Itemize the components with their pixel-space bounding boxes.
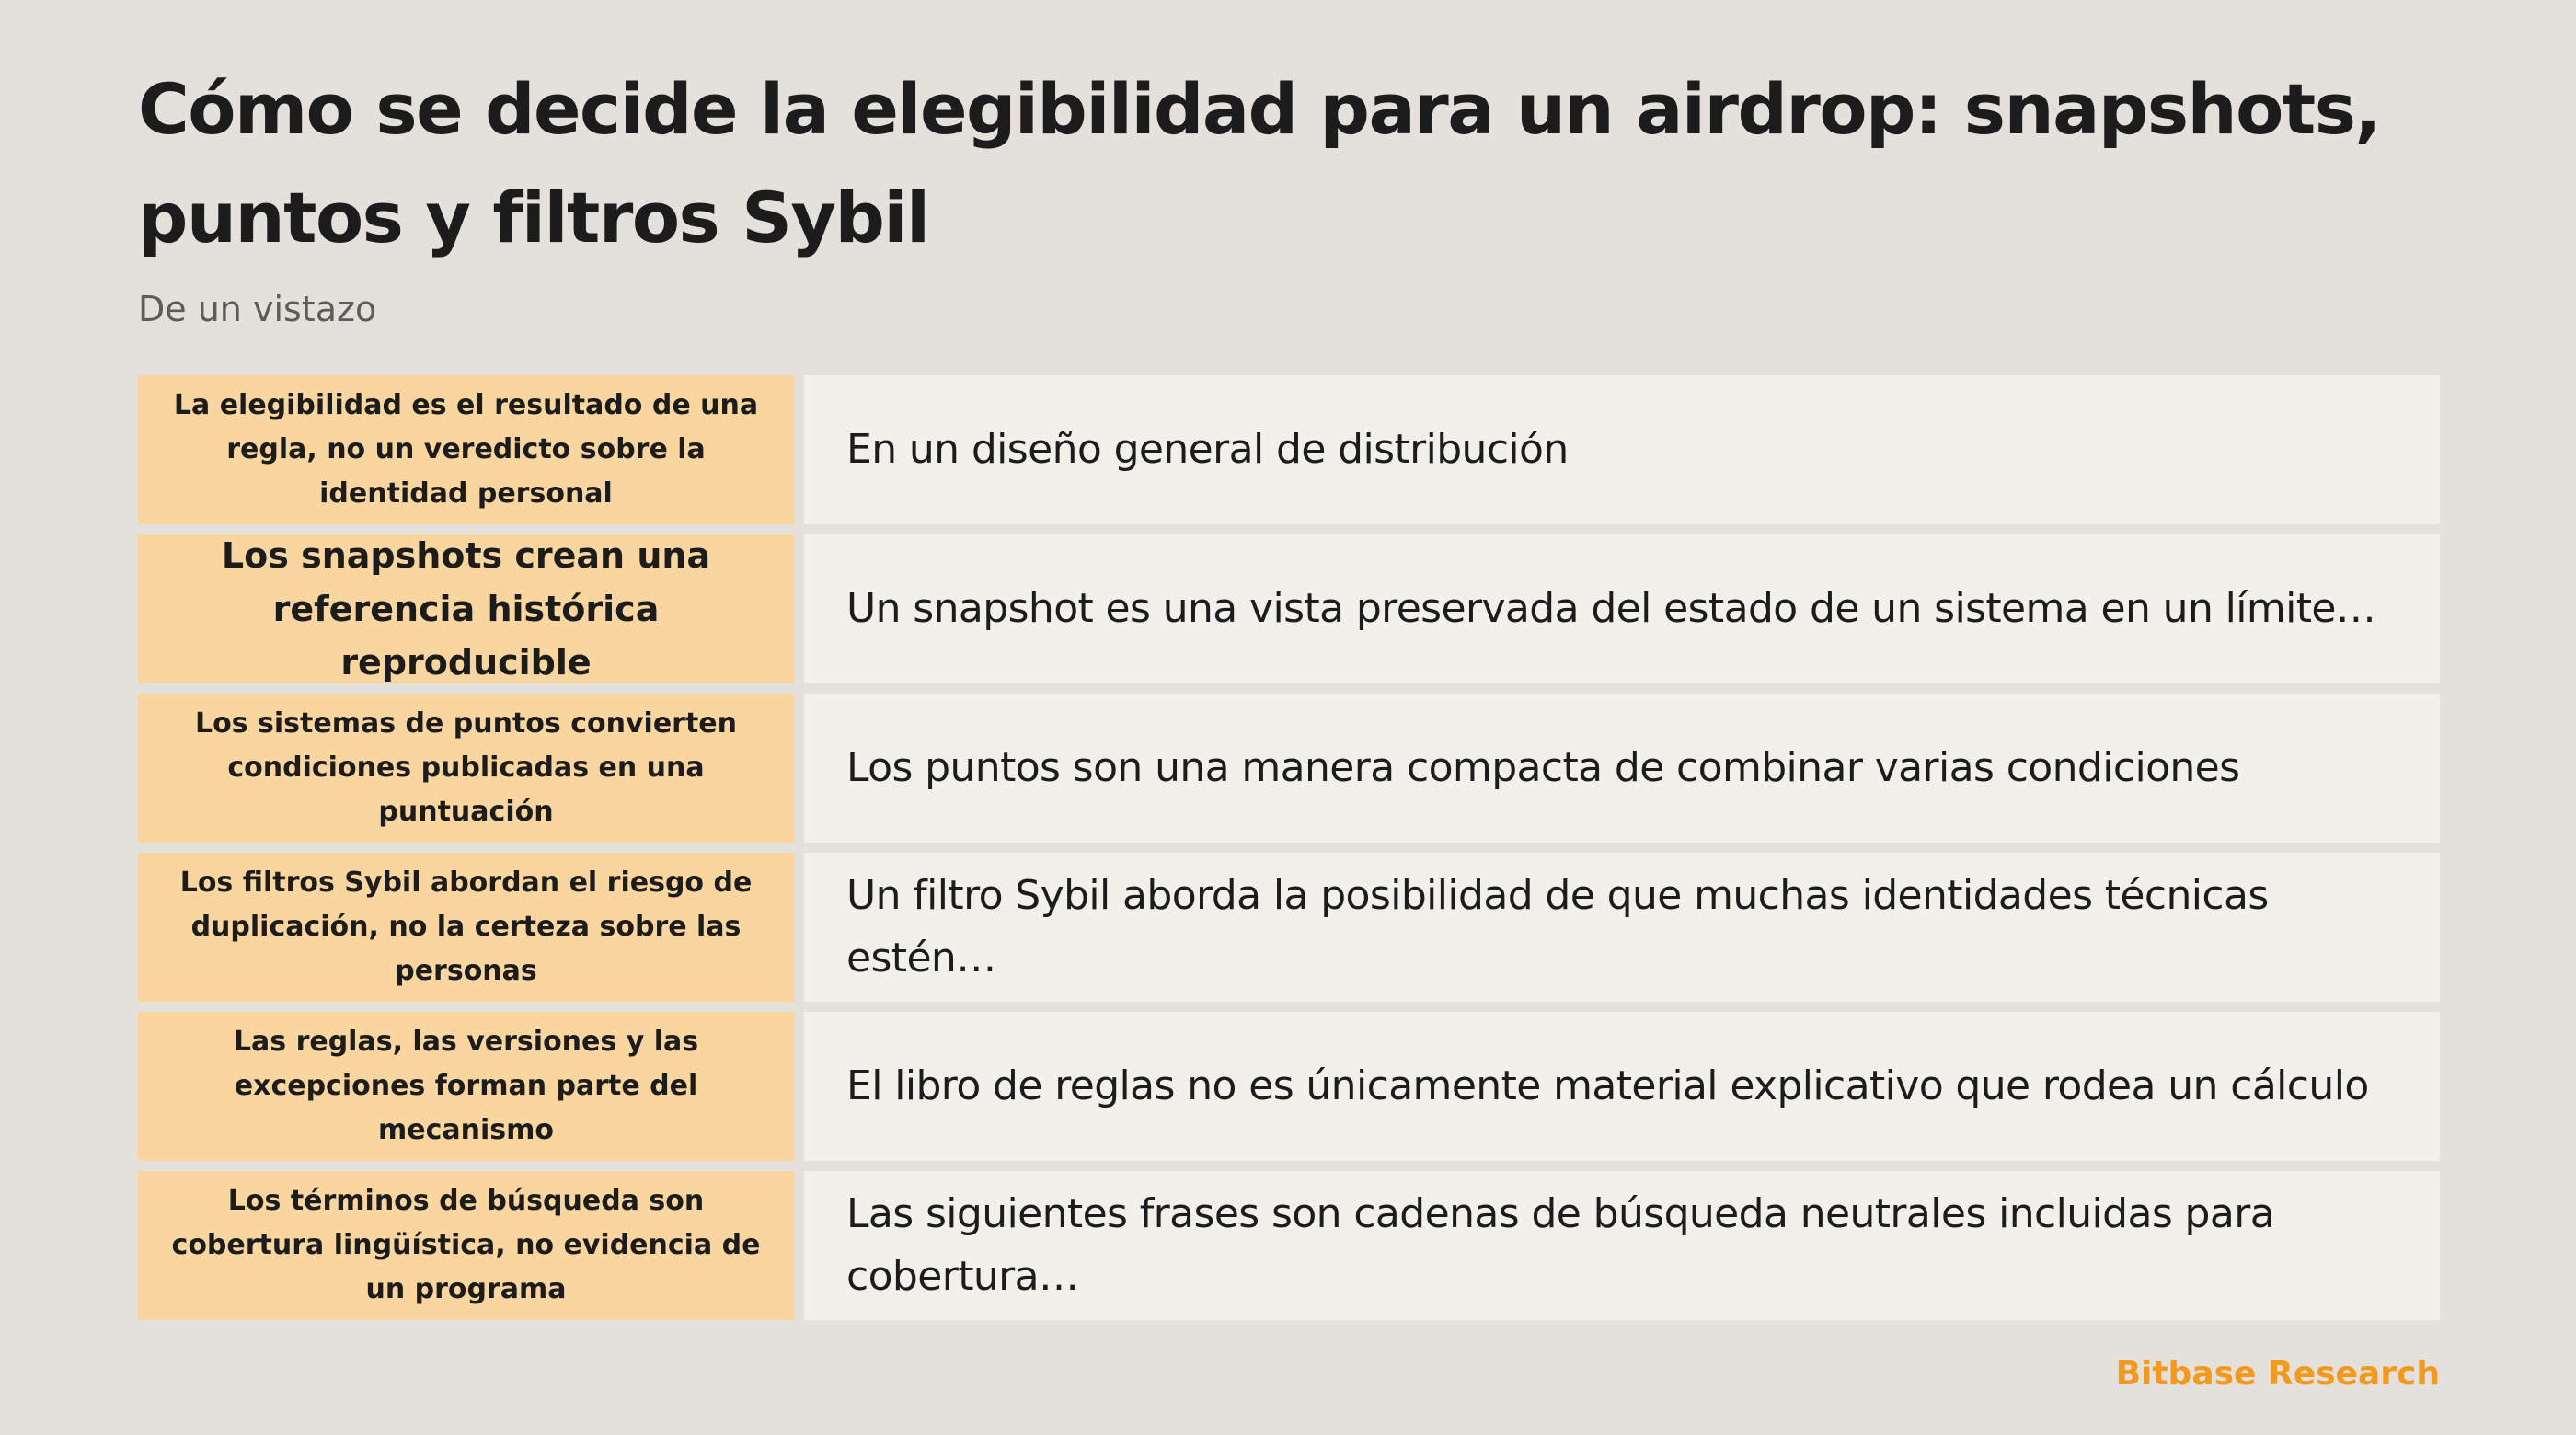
- table-row: [138, 534, 2440, 683]
- row-key: La elegibilidad es el resultado de una regla, no un veredicto sobre la identidad personal: [138, 375, 794, 524]
- row-key: Las reglas, las versiones y las excepciones forman parte del mecanismo: [138, 1012, 794, 1161]
- table-row: [138, 853, 2440, 1002]
- row-key: Los términos de búsqueda son cobertura lingüística, no evidencia de un programa: [138, 1171, 794, 1320]
- row-value: Las siguientes frases son cadenas de búsqueda neutrales incluidas para cobertura…: [804, 1171, 2440, 1320]
- row-value: En un diseño general de distribución: [804, 375, 2440, 524]
- table-row: [138, 694, 2440, 843]
- table-row: [138, 1012, 2440, 1161]
- brand-label: Bitbase Research: [2115, 1355, 2440, 1393]
- page-subtitle: De un vistazo: [138, 289, 377, 329]
- summary-table: [138, 375, 2440, 1320]
- row-key: Los sistemas de puntos convierten condiciones publicadas en una puntuación: [138, 694, 794, 843]
- row-value: Un filtro Sybil aborda la posibilidad de que muchas identidades técnicas estén…: [804, 853, 2440, 1002]
- row-value: Un snapshot es una vista preservada del estado de un sistema en un límite…: [804, 534, 2440, 683]
- table-row: [138, 375, 2440, 524]
- row-key: Los filtros Sybil abordan el riesgo de duplicación, no la certeza sobre las personas: [138, 853, 794, 1002]
- row-key: Los snapshots crean una referencia histórica reproducible: [138, 534, 794, 683]
- slide: [138, 0, 2440, 1435]
- row-value: El libro de reglas no es únicamente material explicativo que rodea un cálculo: [804, 1012, 2440, 1161]
- row-value: Los puntos son una manera compacta de combinar varias condiciones: [804, 694, 2440, 843]
- page-title: Cómo se decide la elegibilidad para un airdrop: snapshots, puntos y filtros Sybil: [138, 68, 2380, 258]
- table-row: [138, 1171, 2440, 1320]
